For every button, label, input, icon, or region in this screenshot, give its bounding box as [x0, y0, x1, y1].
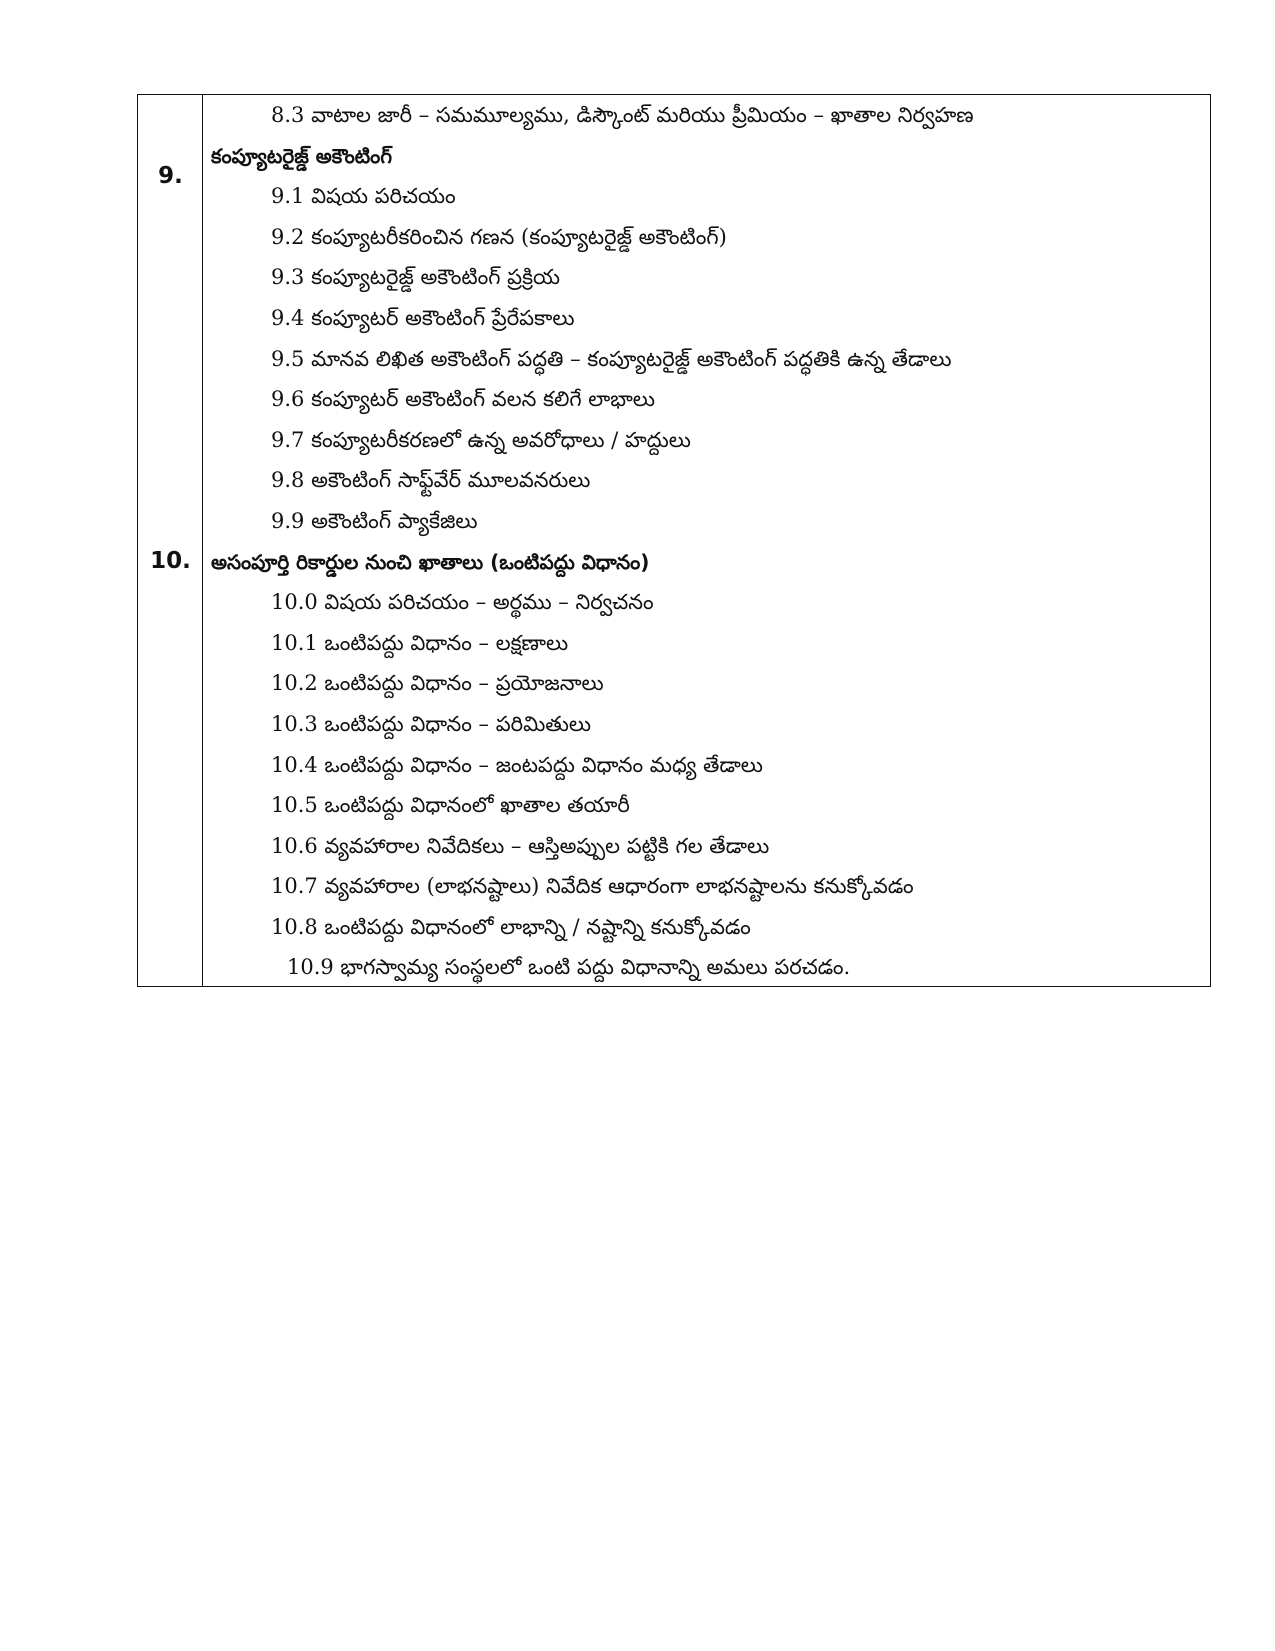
- topic-line: 9.2 కంప్యూటరీకరించిన గణన (కంప్యూటరైజ్డ్ అకౌంటింగ్): [271, 224, 727, 249]
- topic-line: 10.3 ఒంటిపద్దు విధానం – పరిమితులు: [271, 711, 592, 736]
- topic-line: 10.2 ఒంటిపద్దు విధానం – ప్రయోజనాలు: [271, 671, 604, 696]
- unit-heading: కంప్యూటరైజ్డ్ అకౌంటింగ్: [211, 143, 392, 168]
- topic-line: 9.9 అకౌంటింగ్ ప్యాకేజిలు: [271, 508, 478, 533]
- topic-line: 10.8 ఒంటిపద్దు విధానంలో లాభాన్ని / నష్టాన్ని కనుక్కోవడం: [271, 914, 751, 939]
- topic-line: 10.1 ఒంటిపద్దు విధానం – లక్షణాలు: [271, 630, 569, 655]
- topic-line: 9.4 కంప్యూటర్ అకౌంటింగ్ ప్రేరేపకాలు: [271, 305, 575, 330]
- topic-line: 9.6 కంప్యూటర్ అకౌంటింగ్ వలన కలిగే లాభాలు: [271, 387, 655, 412]
- topic-line: 9.8 అకౌంటింగ్ సాఫ్ట్‌వేర్ మూలవనరులు: [271, 468, 591, 493]
- topic-line: 10.9 భాగస్వామ్య సంస్థలలో ఒంటి పద్దు విధానాన్ని అమలు పరచడం.: [287, 955, 851, 980]
- topic-line: 9.1 విషయ పరిచయం: [271, 184, 456, 209]
- unit-number-9: 9.: [158, 162, 183, 189]
- unit-number-10: 10.: [150, 548, 191, 574]
- topic-line: 9.7 కంప్యూటరీకరణలో ఉన్న అవరోధాలు / హద్దులు: [271, 427, 691, 452]
- content-column: [203, 95, 1210, 986]
- topic-line: 9.5 మానవ లిఖిత అకౌంటింగ్ పద్ధతి – కంప్యూటరైజ్డ్ అకౌంటింగ్ పద్ధతికి ఉన్న తేడాలు: [271, 346, 952, 371]
- unit-heading: అసంపూర్తి రికార్డుల నుంచి ఖాతాలు (ఒంటిపద్దు విధానం): [211, 549, 650, 574]
- topic-line: 10.4 ఒంటిపద్దు విధానం – జంటపద్దు విధానం మధ్య తేడాలు: [271, 752, 763, 777]
- topic-line: 9.3 కంప్యూటరైజ్డ్ అకౌంటింగ్ ప్రక్రియ: [271, 265, 561, 290]
- topic-line: 10.0 విషయ పరిచయం – అర్థము – నిర్వచనం: [271, 590, 654, 615]
- topic-line: 10.6 వ్యవహారాల నివేదికలు – ఆస్తిఅప్పుల పట్టికి గల తేడాలు: [271, 833, 770, 858]
- topic-line: 10.5 ఒంటిపద్దు విధానంలో ఖాతాల తయారీ: [271, 793, 630, 818]
- topic-line: 8.3 వాటాల జారీ – సమమూల్యము, డిస్కౌంట్ మరియు ప్రీమియం – ఖాతాల నిర్వహణ: [271, 103, 974, 127]
- syllabus-table: [137, 94, 1211, 987]
- unit-number-column: [138, 95, 203, 986]
- topic-line: 10.7 వ్యవహారాల (లాభనష్టాలు) నివేదిక ఆధారంగా లాభనష్టాలను కనుక్కోవడం: [271, 874, 914, 899]
